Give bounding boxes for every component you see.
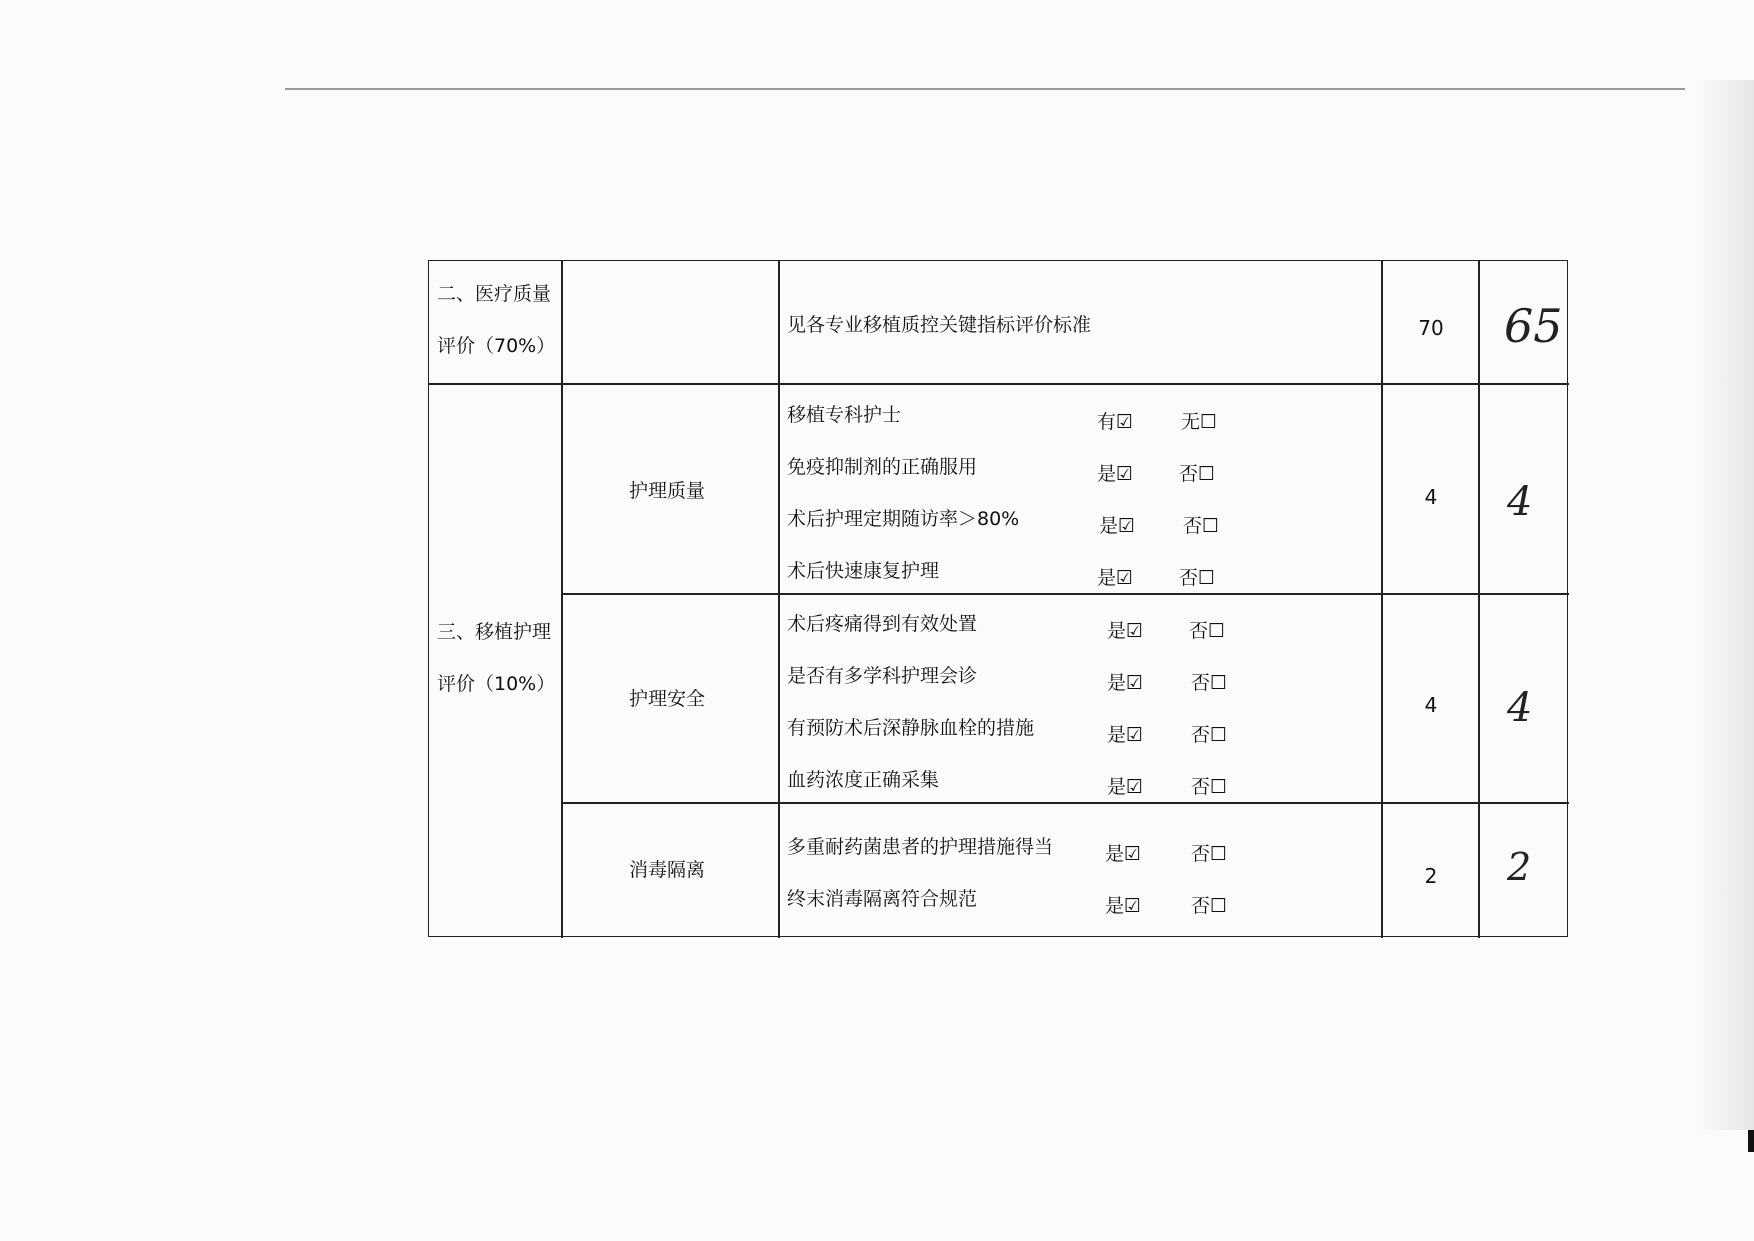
evaluation-table (428, 260, 1568, 937)
item-yes-option: 是☑ (1107, 776, 1144, 798)
item-text: 移植专科护士 (787, 404, 902, 426)
medical-category-line2: 评价（70%） (437, 335, 556, 357)
group-nursing-safety: 护理安全 (629, 688, 706, 710)
item-no-option: 否☐ (1183, 515, 1220, 537)
row-divider-group-1 (561, 593, 1569, 595)
medical-max-score: 70 (1418, 316, 1444, 340)
col-divider-1 (561, 261, 563, 938)
item-no-option: 否☐ (1191, 776, 1228, 798)
item-no-option: 否☐ (1191, 895, 1228, 917)
nursing-category-line2: 评价（10%） (437, 673, 556, 695)
item-yes-option: 是☑ (1107, 672, 1144, 694)
group-nursing-quality: 护理质量 (629, 480, 706, 502)
item-yes-option: 是☑ (1097, 463, 1134, 485)
scan-edge-mark (1748, 1130, 1754, 1152)
nursing-quality-max-score: 4 (1424, 485, 1438, 509)
page-top-edge (285, 88, 1685, 90)
group-disinfection-isolation: 消毒隔离 (629, 859, 706, 881)
item-yes-option: 是☑ (1105, 843, 1142, 865)
col-divider-4 (1478, 261, 1480, 938)
col-divider-2 (778, 261, 780, 938)
item-text: 术后疼痛得到有效处置 (787, 613, 978, 635)
nursing-category-line1: 三、移植护理 (437, 621, 552, 643)
item-no-option: 否☐ (1191, 724, 1228, 746)
item-yes-option: 是☑ (1105, 895, 1142, 917)
item-no-option: 否☐ (1189, 620, 1226, 642)
item-text: 免疫抑制剂的正确服用 (787, 456, 978, 478)
item-yes-option: 是☑ (1107, 620, 1144, 642)
item-no-option: 否☐ (1191, 672, 1228, 694)
disinfection-max-score: 2 (1424, 864, 1438, 888)
medical-given-score: 65 (1504, 299, 1563, 353)
item-yes-option: 是☑ (1097, 567, 1134, 589)
medical-category-line1: 二、医疗质量 (437, 283, 552, 305)
nursing-safety-max-score: 4 (1424, 693, 1438, 717)
medical-content: 见各专业移植质控关键指标评价标准 (787, 314, 1092, 336)
disinfection-given-score: 2 (1507, 845, 1532, 889)
item-text: 有预防术后深静脉血栓的措施 (787, 717, 1035, 739)
item-yes-option: 是☑ (1107, 724, 1144, 746)
item-no-option: 无☐ (1181, 411, 1218, 433)
row-divider-group-2 (561, 802, 1569, 804)
item-text: 多重耐药菌患者的护理措施得当 (787, 836, 1054, 858)
nursing-quality-given-score: 4 (1507, 479, 1533, 525)
col-divider-3 (1381, 261, 1383, 938)
item-no-option: 否☐ (1179, 567, 1216, 589)
item-no-option: 否☐ (1179, 463, 1216, 485)
item-yes-option: 是☑ (1099, 515, 1136, 537)
item-text: 是否有多学科护理会诊 (787, 665, 978, 687)
row-divider-main (429, 383, 1569, 385)
item-yes-option: 有☑ (1097, 411, 1134, 433)
item-text: 终末消毒隔离符合规范 (787, 888, 978, 910)
nursing-safety-given-score: 4 (1507, 685, 1533, 731)
item-text: 术后快速康复护理 (787, 560, 940, 582)
scan-edge-shadow (1694, 80, 1754, 1130)
item-text: 术后护理定期随访率＞80% (787, 508, 1020, 530)
item-text: 血药浓度正确采集 (787, 769, 940, 791)
item-no-option: 否☐ (1191, 843, 1228, 865)
